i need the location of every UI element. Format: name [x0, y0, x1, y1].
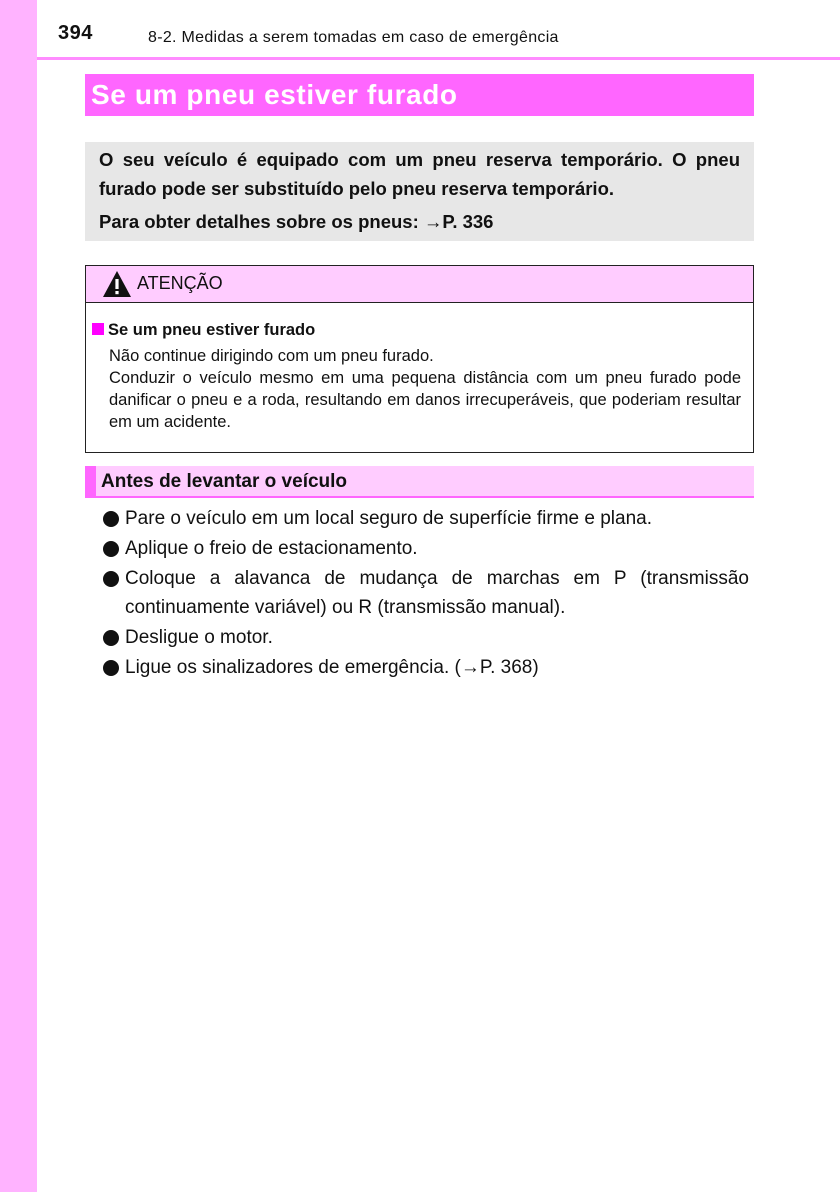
bullet-icon	[103, 541, 119, 557]
warning-text	[92, 345, 741, 433]
warning-header	[86, 266, 753, 303]
warning-subheading-text: Se um pneu estiver furado	[108, 321, 316, 339]
running-head: 8-2. Medidas a serem tomadas em caso de emergência	[148, 29, 559, 46]
list-item: Ligue os sinalizadores de emergência. (→P. 368)	[102, 653, 749, 682]
warning-title: ATENÇÃO	[137, 273, 223, 293]
bullet-icon	[103, 660, 119, 676]
intro-paragraph: O seu veículo é equipado com um pneu reserva temporário. O pneu furado pode ser substituído pelo pneu reserva temporário.	[99, 149, 740, 199]
page-title: Se um pneu estiver furado	[85, 74, 754, 116]
warning-body	[86, 303, 753, 433]
warning-triangle-icon	[102, 270, 132, 298]
bullet-icon	[103, 630, 119, 646]
warning-line-1: Não continue dirigindo com um pneu furado.	[109, 347, 434, 365]
square-bullet-icon	[92, 323, 104, 335]
section-marker	[85, 466, 96, 496]
section-heading	[85, 466, 754, 498]
warning-subheading	[92, 319, 741, 341]
list-item: Pare o veículo em um local seguro de superfície firme e plana.	[102, 504, 749, 533]
warning-line-2: Conduzir o veículo mesmo em uma pequena distância com um pneu furado pode danificar o pneu e a roda, resultando em danos irrecuperáveis, que poderiam resultar em um acidente.	[109, 369, 741, 431]
bullet-icon	[103, 511, 119, 527]
list-item: Desligue o motor.	[102, 623, 749, 652]
warning-box	[85, 265, 754, 453]
side-color-strip	[0, 0, 37, 1192]
list-item: Coloque a alavanca de mudança de marchas em P (transmissão continuamente variável) ou R (transmissão manual).	[102, 564, 749, 622]
intro-reference: Para obter detalhes sobre os pneus: →P. 336	[99, 211, 494, 232]
page-number: 394	[58, 22, 93, 44]
bullet-icon	[103, 571, 119, 587]
section-heading-text: Antes de levantar o veículo	[101, 471, 348, 492]
bullet-list	[102, 504, 749, 683]
list-item: Aplique o freio de estacionamento.	[102, 534, 749, 563]
header-rule	[37, 57, 840, 60]
intro-box	[85, 142, 754, 241]
